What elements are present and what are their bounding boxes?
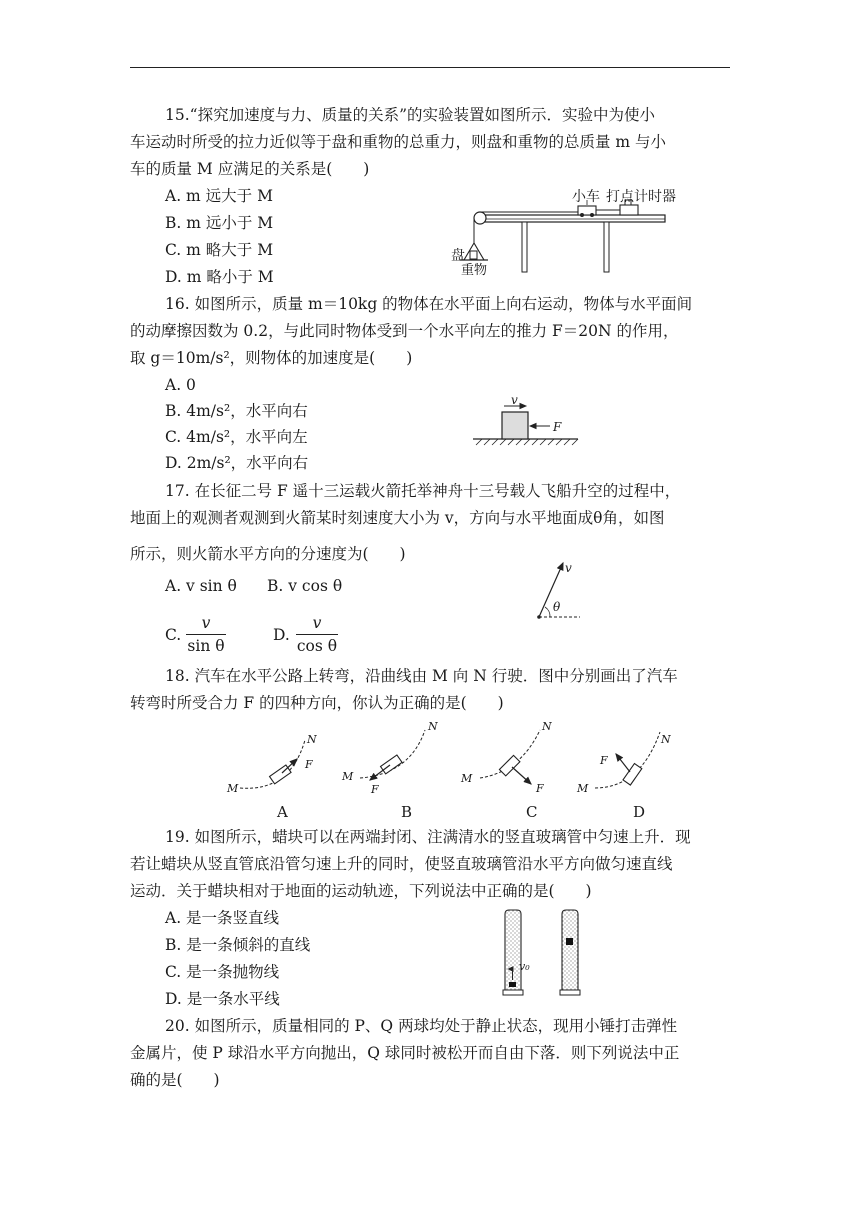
q20-stem-line-2: 金属片，使 P 球沿水平方向抛出，Q 球同时被松开而自由下落．则下列说法中正 <box>130 1044 680 1062</box>
q17-figure-label-v: v <box>565 561 572 575</box>
q18-b-label-n: N <box>428 720 438 733</box>
q20-stem-line-3: 确的是( ) <box>130 1071 220 1089</box>
q16-block-figure <box>468 392 583 450</box>
q16-figure-label-v: v <box>511 393 518 407</box>
q15-figure-label-cart: 小车 <box>572 189 600 205</box>
q20-stem-line-1: 20. 如图所示，质量相同的 P、Q 两球均处于静止状态，现用小锤打击弹性 <box>165 1017 678 1035</box>
q18-a-label-n: N <box>307 733 317 746</box>
q16-option-a[interactable]: A. 0 <box>165 376 196 394</box>
q18-stem-line-1: 18. 汽车在水平公路上转弯，沿曲线由 M 向 N 行驶．图中分别画出了汽车 <box>165 667 678 685</box>
q17-option-d-label[interactable]: D. <box>273 626 290 644</box>
q16-figure-label-f: F <box>553 420 562 434</box>
q19-option-c[interactable]: C. 是一条抛物线 <box>165 963 280 981</box>
q18-panel-d-label[interactable]: D <box>633 803 646 821</box>
q18-panel-c-label[interactable]: C <box>526 803 538 821</box>
q15-figure-label-timer: 打点计时器 <box>606 189 676 205</box>
q15-figure-label-weight: 重物 <box>461 263 488 278</box>
q18-panel-a-label[interactable]: A <box>277 803 288 821</box>
q17-option-d-denominator: cos θ <box>296 637 338 655</box>
q17-option-d-numerator: v <box>312 614 322 632</box>
q18-d-label-n: N <box>661 733 671 746</box>
q16-stem-line-1: 16. 如图所示，质量 m＝10kg 的物体在水平面上向右运动，物体与水平面间 <box>165 295 693 313</box>
q17-stem-line-3: 所示，则火箭水平方向的分速度为( ) <box>130 545 406 563</box>
q18-c-label-f: F <box>536 782 544 795</box>
q18-a-label-f: F <box>305 758 313 771</box>
q17-option-c-denominator: sin θ <box>187 637 225 655</box>
q19-option-a[interactable]: A. 是一条竖直线 <box>165 909 280 927</box>
q18-stem-line-2: 转弯时所受合力 F 的四种方向，你认为正确的是( ) <box>130 694 504 712</box>
q15-stem-line-1: 15.“探究加速度与力、质量的关系”的实验装置如图所示．实验中为使小 <box>165 106 656 124</box>
q18-panel-b-drawing <box>360 730 425 780</box>
q18-d-label-f: F <box>600 754 608 767</box>
q15-option-d[interactable]: D. m 略小于 M <box>165 268 274 286</box>
q17-option-c-fraction[interactable] <box>186 614 226 655</box>
q18-b-label-m: M <box>342 770 354 783</box>
q19-figure-label-v0: v₀ <box>519 960 530 973</box>
header-rule <box>130 67 730 68</box>
q16-option-c[interactable]: C. 4m/s²，水平向左 <box>165 428 308 446</box>
q16-option-b[interactable]: B. 4m/s²，水平向右 <box>165 402 308 420</box>
q18-panel-a-drawing <box>240 740 305 788</box>
q17-option-c-label[interactable]: C. <box>165 626 182 644</box>
q19-stem-line-2: 若让蜡块从竖直管底沿管匀速上升的同时，使竖直玻璃管沿水平方向做匀速直线 <box>130 855 673 873</box>
q16-stem-line-3: 取 g＝10m/s²，则物体的加速度是( ) <box>130 349 413 367</box>
q19-option-b[interactable]: B. 是一条倾斜的直线 <box>165 936 311 954</box>
q16-option-d[interactable]: D. 2m/s²，水平向右 <box>165 454 309 472</box>
q16-stem-line-2: 的动摩擦因数为 0.2，与此同时物体受到一个水平向左的推力 F＝20N 的作用， <box>130 322 679 340</box>
q17-option-a[interactable]: A. v sin θ <box>165 577 237 595</box>
q18-panel-c-drawing <box>480 730 540 784</box>
q19-tubes-figure <box>498 908 588 1000</box>
q19-stem-line-3: 运动．关于蜡块相对于地面的运动轨迹，下列说法中正确的是( ) <box>130 882 592 900</box>
q18-d-label-m: M <box>577 782 589 795</box>
q15-stem-line-3: 车的质量 M 应满足的关系是( ) <box>130 160 370 178</box>
q19-option-d[interactable]: D. 是一条水平线 <box>165 990 280 1008</box>
q15-stem-line-2: 车运动时所受的拉力近似等于盘和重物的总重力，则盘和重物的总质量 m 与小 <box>130 133 667 151</box>
q17-option-c-numerator: v <box>201 614 211 632</box>
q17-option-b[interactable]: B. v cos θ <box>267 577 343 595</box>
q18-panel-b-label[interactable]: B <box>401 803 413 821</box>
q18-panels-figure <box>220 722 700 804</box>
q17-option-d-fraction[interactable] <box>296 614 338 655</box>
q15-option-b[interactable]: B. m 远小于 M <box>165 214 274 232</box>
q18-c-label-n: N <box>542 720 552 733</box>
q19-stem-line-1: 19. 如图所示，蜡块可以在两端封闭、注满清水的竖直玻璃管中匀速上升．现 <box>165 828 691 846</box>
q18-b-label-f: F <box>371 783 379 796</box>
q17-figure-label-theta: θ <box>553 600 561 614</box>
q18-a-label-m: M <box>227 782 239 795</box>
q17-stem-line-1: 17. 在长征二号 F 遥十三运载火箭托举神舟十三号载人飞船升空的过程中， <box>165 482 681 500</box>
q17-stem-line-2: 地面上的观测者观测到火箭某时刻速度大小为 v，方向与水平地面成θ角，如图 <box>130 509 665 527</box>
q18-c-label-m: M <box>461 772 473 785</box>
q15-figure-label-pan: 盘 <box>451 248 465 264</box>
q15-option-a[interactable]: A. m 远大于 M <box>165 187 273 205</box>
q15-option-c[interactable]: C. m 略大于 M <box>165 241 274 259</box>
